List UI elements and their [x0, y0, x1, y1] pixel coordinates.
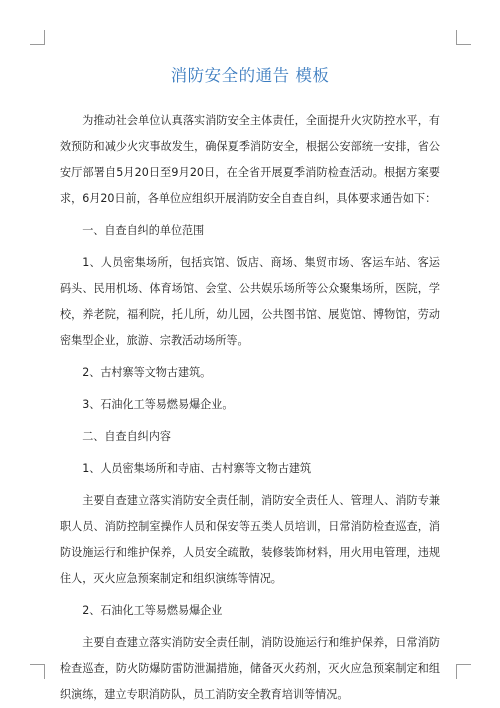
crop-mark-bottom-right — [456, 664, 471, 679]
content-subheading-1: 1、人员密集场所和寺庙、古村寨等文物古建筑 — [82, 462, 312, 475]
content-subheading-2: 2、石油化工等易燃易爆企业 — [82, 604, 223, 617]
scope-item-2: 2、古村寨等文物古建筑。 — [82, 366, 212, 379]
section-heading-content: 二、自查自纠内容 — [82, 430, 171, 443]
content-paragraph-1: 主要自查建立落实消防安全责任制，消防安全责任人、管理人、消防专兼职人员、消防控制室操作人员和保安等五类人员培训，日常消防检查巡查，消防设施运行和维护保养，人员安全疏散，装修装饰材料，用火用电管理，违规住人，灭火应急预案制定和组织演练等情况。 — [60, 494, 440, 585]
section-heading-scope: 一、自查自纠的单位范围 — [82, 224, 205, 237]
document-title: 消防安全的通告 模板 — [170, 66, 330, 85]
scope-item-1: 1、人员密集场所，包括宾馆、饭店、商场、集贸市场、客运车站、客运码头、民用机场、体育场馆、会堂、公共娱乐场所等公众聚集场所，医院，学校，养老院，福利院，托儿所，幼儿园，公共图书馆、展览馆、博物馆，劳动密集型企业，旅游、宗教活动场所等。 — [60, 256, 440, 347]
crop-mark-top-left — [30, 30, 45, 45]
scope-item-3: 3、石油化工等易燃易爆企业。 — [82, 398, 234, 411]
document-body — [60, 108, 440, 708]
intro-paragraph: 为推动社会单位认真落实消防安全主体责任，全面提升火灾防控水平，有效预防和减少火灾事故发生，确保夏季消防安全，根据公安部统一安排，省公安厅部署自5月20日至9月20日，在全省开展夏季消防检查活动。根据方案要求，6月20日前，各单位应组织开展消防安全自查自纠，具体要求通告如下： — [60, 114, 440, 205]
crop-mark-bottom-left — [30, 664, 45, 679]
crop-mark-top-right — [456, 30, 471, 45]
content-paragraph-2: 主要自查建立落实消防安全责任制，消防设施运行和维护保养，日常消防检查巡查，防火防爆防雷防泄漏措施，储备灭火药剂，灭火应急预案制定和组织演练，建立专职消防队，员工消防安全教育培训等情况。 — [60, 636, 440, 701]
